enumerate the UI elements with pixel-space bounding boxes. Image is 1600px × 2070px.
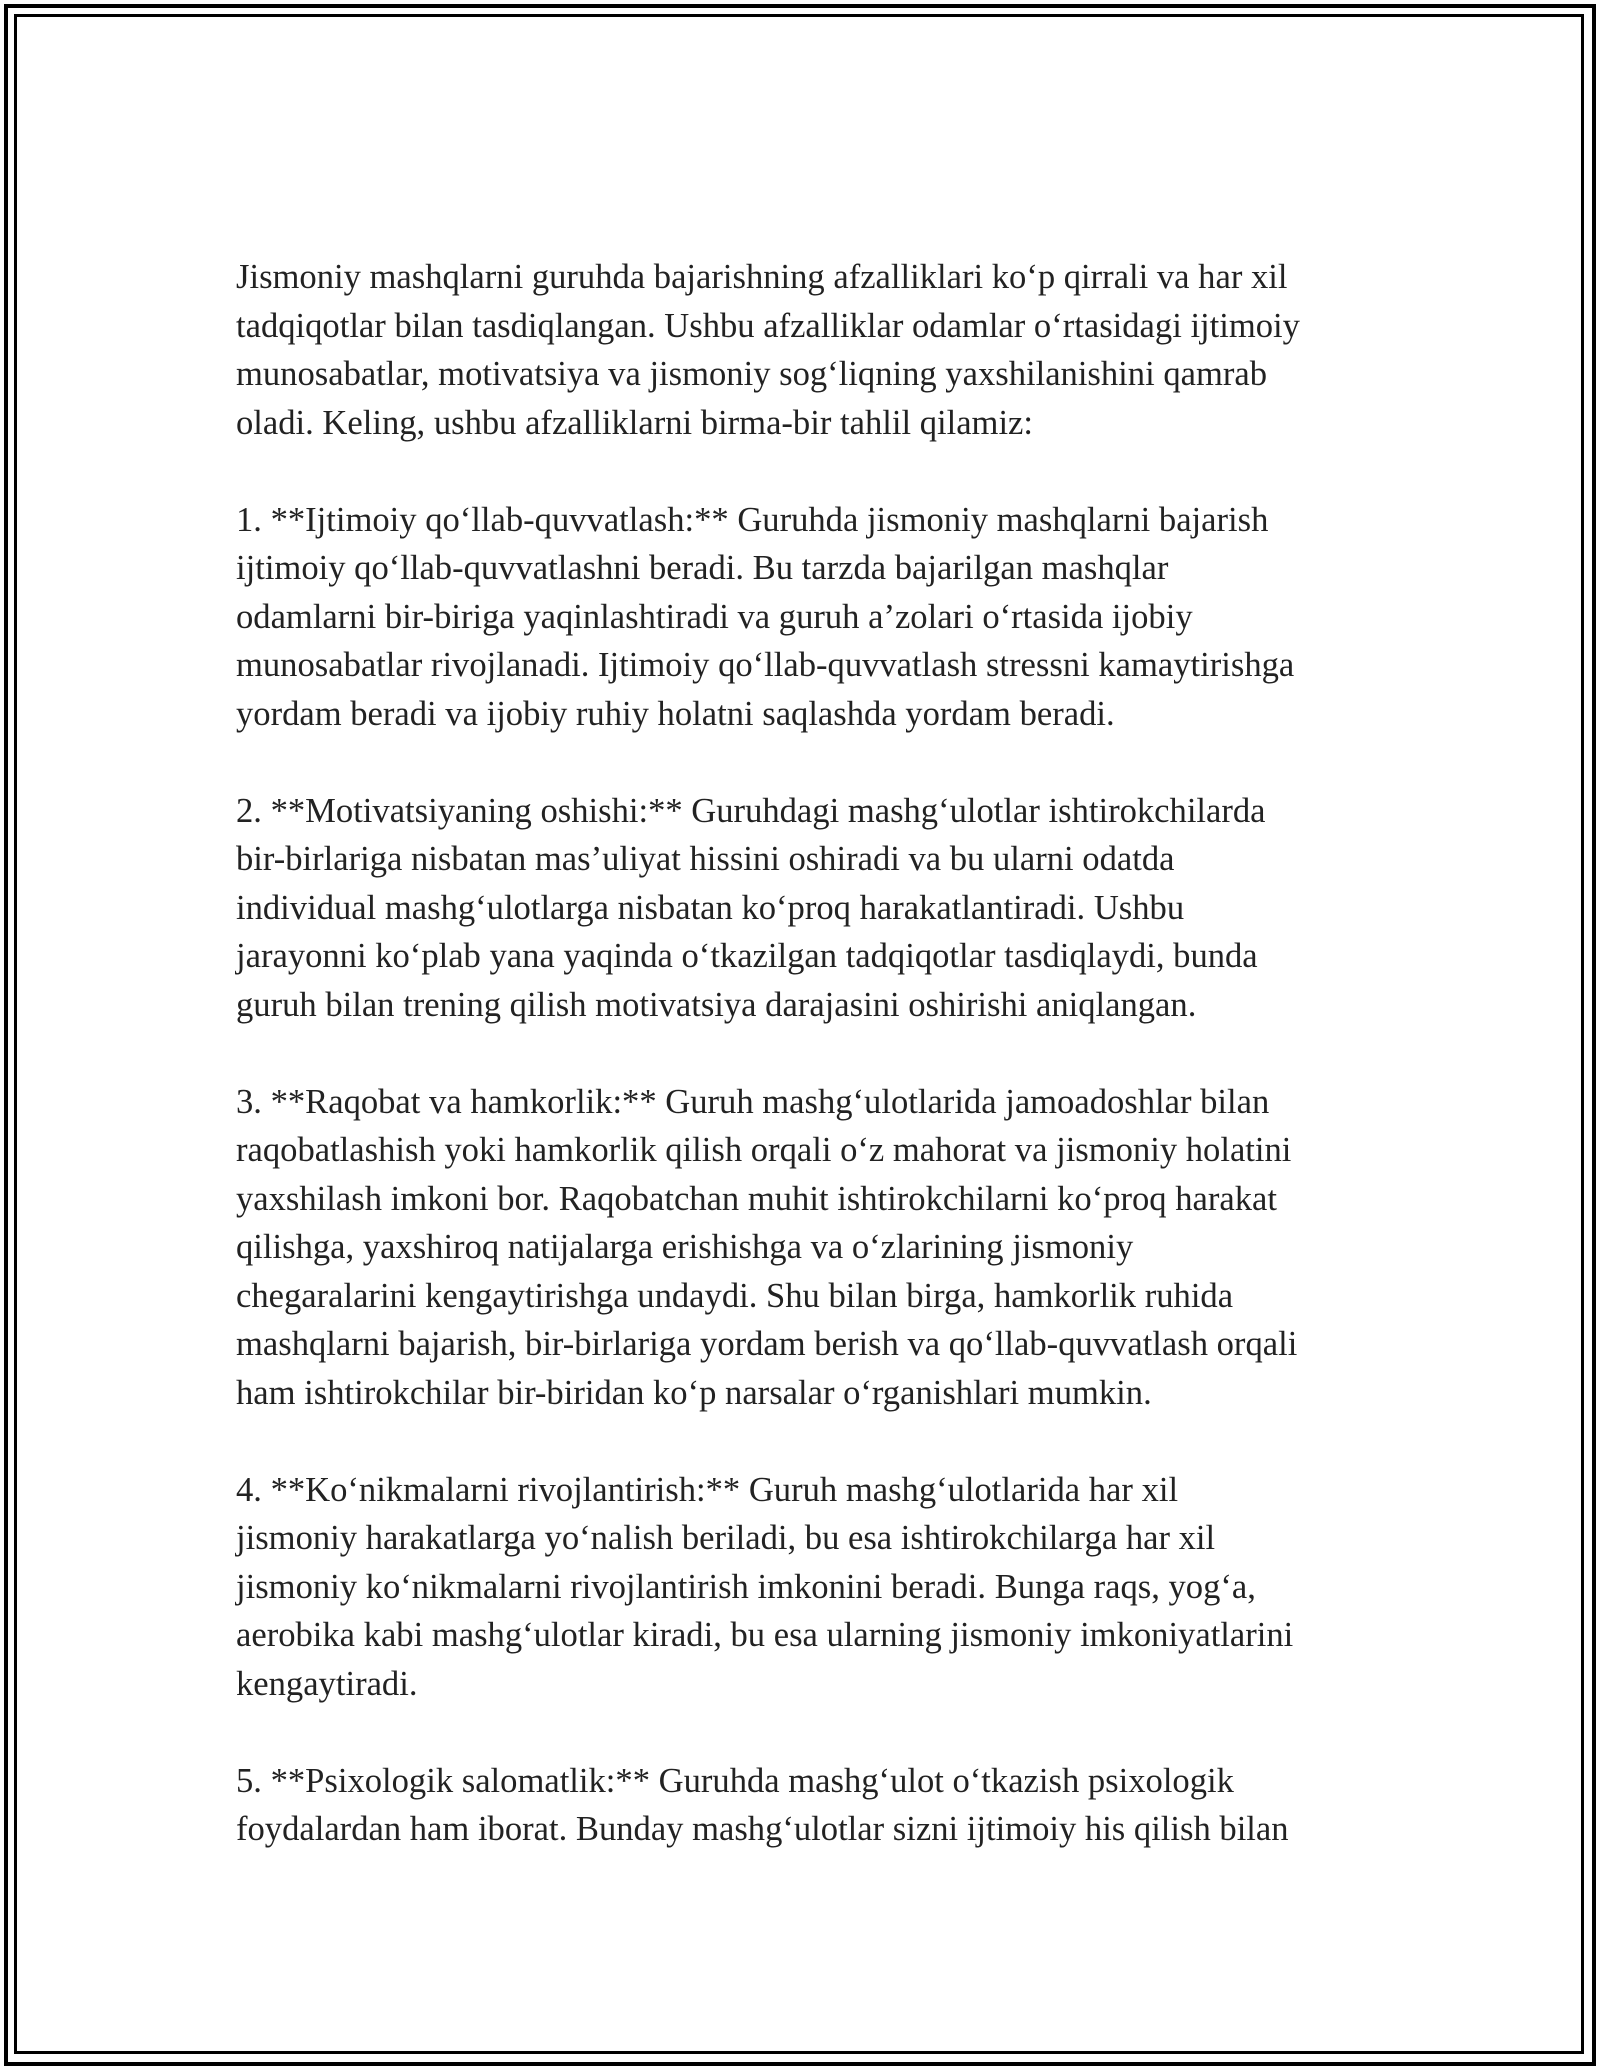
text-line: tadqiqotlar bilan tasdiqlangan. Ushbu afzalliklar odamlar o‘rtasidagi ijtimoiy xyxy=(236,306,1300,345)
text-line: guruh bilan trening qilish motivatsiya darajasini oshirishi aniqlangan. xyxy=(236,985,1197,1024)
text-line: chegaralarini kengaytirishga undaydi. Shu bilan birga, hamkorlik ruhida xyxy=(236,1276,1234,1315)
text-line: oladi. Keling, ushbu afzalliklarni birma-bir tahlil qilamiz: xyxy=(236,403,1034,442)
paragraph-intro xyxy=(236,253,1396,447)
text-line: jismoniy harakatlarga yo‘nalish beriladi, bu esa ishtirokchilarga har xil xyxy=(236,1519,1216,1557)
text-line: 4. **Ko‘nikmalarni rivojlantirish:** Guruh mashg‘ulotlarida har xil xyxy=(236,1470,1179,1509)
text-line: munosabatlar rivojlanadi. Ijtimoiy qo‘llab-quvvatlash stressni kamaytirishga xyxy=(236,646,1295,684)
paragraph-spacer xyxy=(236,1708,1396,1757)
text-line: foydalardan ham iborat. Bunday mashg‘ulotlar sizni ijtimoiy his qilish bilan xyxy=(236,1810,1289,1848)
paragraph-item-1 xyxy=(236,496,1396,739)
text-line: raqobatlashish yoki hamkorlik qilish orqali o‘z mahorat va jismoniy holatini xyxy=(236,1131,1292,1169)
paragraph-spacer xyxy=(236,738,1396,787)
paragraph-item-5 xyxy=(236,1757,1396,1854)
text-line: ijtimoiy qo‘llab-quvvatlashni beradi. Bu tarzda bajarilgan mashqlar xyxy=(236,549,1169,587)
text-line: jarayonni ko‘plab yana yaqinda o‘tkazilgan tadqiqotlar tasdiqlaydi, bunda xyxy=(236,937,1258,975)
text-line: ham ishtirokchilar bir-biridan ko‘p narsalar o‘rganishlari mumkin. xyxy=(236,1373,1152,1412)
paragraph-spacer xyxy=(236,1029,1396,1078)
paragraph-item-2 xyxy=(236,787,1396,1030)
paragraph-item-3 xyxy=(236,1078,1396,1418)
text-line: 3. **Raqobat va hamkorlik:** Guruh mashg‘ulotlarida jamoadoshlar bilan xyxy=(236,1082,1270,1121)
text-line: 2. **Motivatsiyaning oshishi:** Guruhdagi mashg‘ulotlar ishtirokchilarda xyxy=(236,791,1266,830)
document-body xyxy=(236,253,1396,1854)
paragraph-spacer xyxy=(236,447,1396,496)
text-line: bir-birlariga nisbatan mas’uliyat hissini oshiradi va bu ularni odatda xyxy=(236,840,1175,878)
text-line: mashqlarni bajarish, bir-birlariga yordam berish va qo‘llab-quvvatlash orqali xyxy=(236,1325,1298,1363)
text-line: 1. **Ijtimoiy qo‘llab-quvvatlash:** Guruhda jismoniy mashqlarni bajarish xyxy=(236,500,1269,539)
text-line: kengaytiradi. xyxy=(236,1664,418,1703)
text-line: odamlarni bir-biriga yaqinlashtiradi va guruh a’zolari o‘rtasida ijobiy xyxy=(236,597,1193,636)
paragraph-item-4 xyxy=(236,1466,1396,1709)
text-line: 5. **Psixologik salomatlik:** Guruhda mashg‘ulot o‘tkazish psixologik xyxy=(236,1761,1234,1800)
text-line: qilishga, yaxshiroq natijalarga erishishga va o‘zlarining jismoniy xyxy=(236,1228,1134,1266)
text-line: yaxshilash imkoni bor. Raqobatchan muhit ishtirokchilarni ko‘proq harakat xyxy=(236,1179,1277,1218)
text-line: yordam beradi va ijobiy ruhiy holatni saqlashda yordam beradi. xyxy=(236,694,1115,733)
text-line: individual mashg‘ulotlarga nisbatan ko‘proq harakatlantiradi. Ushbu xyxy=(236,888,1185,927)
text-line: munosabatlar, motivatsiya va jismoniy sog‘liqning yaxshilanishini qamrab xyxy=(236,355,1268,393)
text-line: jismoniy ko‘nikmalarni rivojlantirish imkonini beradi. Bunga raqs, yog‘a, xyxy=(236,1567,1256,1606)
paragraph-spacer xyxy=(236,1417,1396,1466)
text-line: Jismoniy mashqlarni guruhda bajarishning afzalliklari ko‘p qirrali va har xil xyxy=(236,258,1288,296)
text-line: aerobika kabi mashg‘ulotlar kiradi, bu esa ularning jismoniy imkoniyatlarini xyxy=(236,1616,1294,1654)
